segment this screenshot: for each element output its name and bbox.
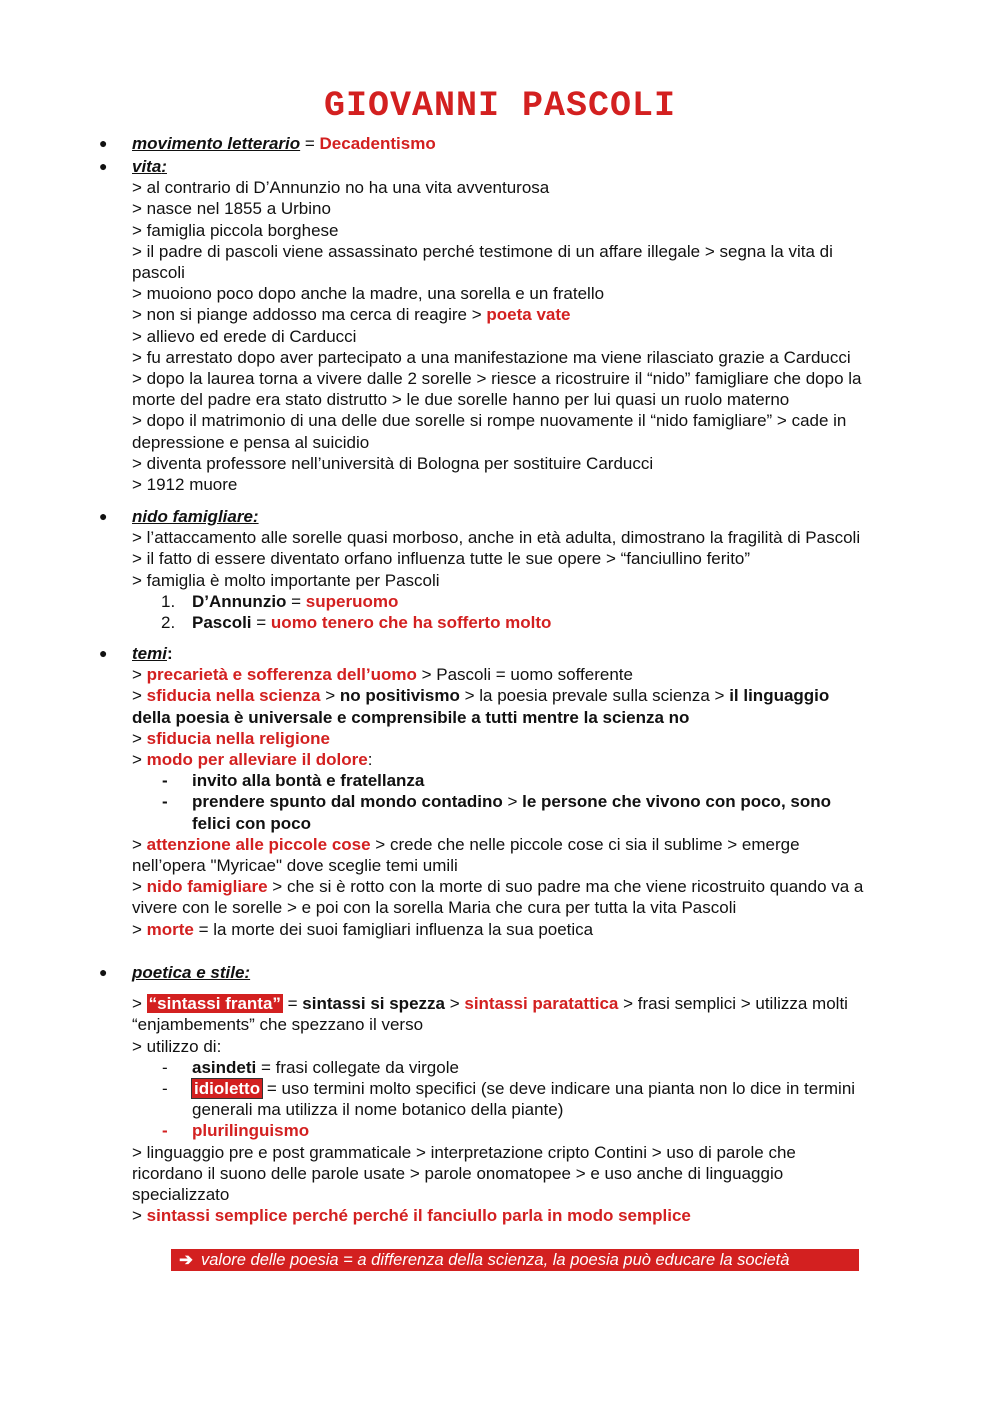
page-title: GIOVANNI PASCOLI [323, 86, 677, 126]
poetica-line: ricordano il suono delle parole usate > parole onomatopee > e uso anche di linguaggio [132, 1163, 784, 1183]
temi-line: > precarietà e sofferenza dell’uomo > Pascoli = uomo sofferente [132, 665, 633, 685]
bullet-icon: ● [99, 158, 108, 174]
temi-line: > morte = la morte dei suoi famigliari influenza la sua poetica [132, 919, 594, 939]
temi-line: della poesia è universale e comprensibile a tutti mentre la scienza no [132, 707, 690, 727]
temi-line: > attenzione alle piccole cose > crede che nelle piccole cose ci sia il sublime > emerge [132, 834, 800, 854]
vita-line: > il padre di pascoli viene assassinato perché testimone di un affare illegale > segna la vita di [132, 241, 833, 261]
decadentismo-label: Decadentismo [319, 134, 436, 153]
bullet-icon: ● [99, 964, 108, 980]
vita-line: > fu arrestato dopo aver partecipato a una manifestazione ma viene rilasciato grazie a Carducci [132, 347, 851, 367]
highlight: idioletto [194, 1079, 261, 1099]
vita-line: > famiglia piccola borghese [132, 220, 339, 240]
vita-line: pascoli [132, 263, 185, 283]
highlight: “sintassi franta” [148, 994, 281, 1014]
section-heading: temi [132, 644, 167, 663]
temi-heading-line: temi: [132, 644, 173, 663]
dash-item: - idioletto = uso termini molto specifici (se deve indicare una pianta non lo dice in termini generali ma utilizza il nome botanico della piante) [162, 1079, 856, 1120]
vita-line: > diventa professore nell’università di Bologna per sostituire Carducci [132, 453, 654, 473]
temi-line: > sfiducia nella religione [132, 728, 330, 748]
temi-line: > nido famigliare > che si è rotto con la morte di suo padre ma che viene ricostruito quando va a [132, 877, 864, 897]
poetica-line: > linguaggio pre e post grammaticale > interpretazione cripto Contini > uso di parole che [132, 1142, 796, 1162]
list-item: 2. Pascoli = uomo tenero che ha sofferto molto [161, 613, 552, 633]
list-item: 1. D’Annunzio = superuomo [161, 591, 399, 611]
poetica-line: > utilizzo di: [132, 1036, 222, 1056]
temi-line: vivere con le sorelle > e poi con la sorella Maria che cura per tutta la vita Pascoli [132, 898, 737, 918]
vita-line: depressione e pensa al suicidio [132, 432, 370, 452]
nido-heading-line: nido famigliare: [132, 507, 259, 526]
poetica-line: > “sintassi franta” = sintassi si spezza > sintassi paratattica > frasi semplici > utilizza molti [132, 994, 848, 1014]
movimento-line: movimento letterario = Decadentismo [132, 134, 436, 153]
vita-line: > dopo il matrimonio di una delle due sorelle si rompe nuovamente il “nido famigliare” > cade in [132, 411, 847, 431]
bullet-icon: ● [99, 508, 108, 524]
arrow-right-icon: ➔ [179, 1251, 193, 1269]
conclusion-banner [171, 1249, 859, 1271]
dash-item: - prendere spunto dal mondo contadino > le persone che vivono con poco, sono felici con poco [162, 792, 831, 833]
dash-item: - asindeti = frasi collegate da virgole [162, 1057, 459, 1077]
temi-line: nell’opera "Myricae" dove sceglie temi umili [132, 856, 458, 876]
poeta-vate-label: poeta vate [486, 305, 571, 325]
vita-line: > allievo ed erede di Carducci [132, 326, 357, 346]
nido-line: > l’attaccamento alle sorelle quasi morboso, anche in età adulta, dimostrano la fragilità di Pascoli [132, 528, 861, 548]
section-heading: nido famigliare [132, 507, 253, 526]
vita-line: > dopo la laurea torna a vivere dalle 2 sorelle > riesce a ricostruire il “nido” famigliare che dopo la [132, 369, 862, 389]
bullet-icon: ● [99, 135, 108, 151]
temi-line: > sfiducia nella scienza > no positivismo > la poesia prevale sulla scienza > il linguaggio [132, 686, 830, 706]
banner-text: valore delle poesia = a differenza della scienza, la poesia può educare la società [201, 1251, 790, 1269]
poetica-heading-line [132, 962, 932, 983]
poetica-line: “enjambements” che spezzano il verso [132, 1015, 424, 1035]
nido-line: > il fatto di essere diventato orfano influenza tutte le sue opere > “fanciullino ferito” [132, 549, 751, 569]
vita-line: > 1912 muore [132, 475, 238, 495]
poetica-line: > sintassi semplice perché perché il fanciullo parla in modo semplice [132, 1206, 691, 1226]
vita-heading-line: vita: [132, 157, 167, 176]
section-heading: vita [132, 157, 162, 176]
bullet-icon: ● [99, 645, 108, 661]
poetica-line: specializzato [132, 1185, 230, 1205]
temi-line: > modo per alleviare il dolore: [132, 750, 373, 770]
vita-line: > al contrario di D’Annunzio no ha una vita avventurosa [132, 178, 550, 198]
dash-item: - invito alla bontà e fratellanza [162, 771, 425, 791]
vita-line: > nasce nel 1855 a Urbino [132, 199, 331, 219]
dash-item: - plurilinguismo [162, 1121, 310, 1141]
section-heading: movimento letterario [132, 134, 301, 153]
section-heading: poetica e stile: [132, 963, 251, 982]
nido-line: > famiglia è molto importante per Pascoli [132, 570, 440, 590]
vita-line: > non si piange addosso ma cerca di reagire > poeta vate [132, 305, 571, 325]
vita-line: morte del padre era stato distrutto > le due sorelle hanno per lui quasi un ruolo materno [132, 390, 790, 410]
vita-line: > muoiono poco dopo anche la madre, una sorella e un fratello [132, 284, 605, 304]
